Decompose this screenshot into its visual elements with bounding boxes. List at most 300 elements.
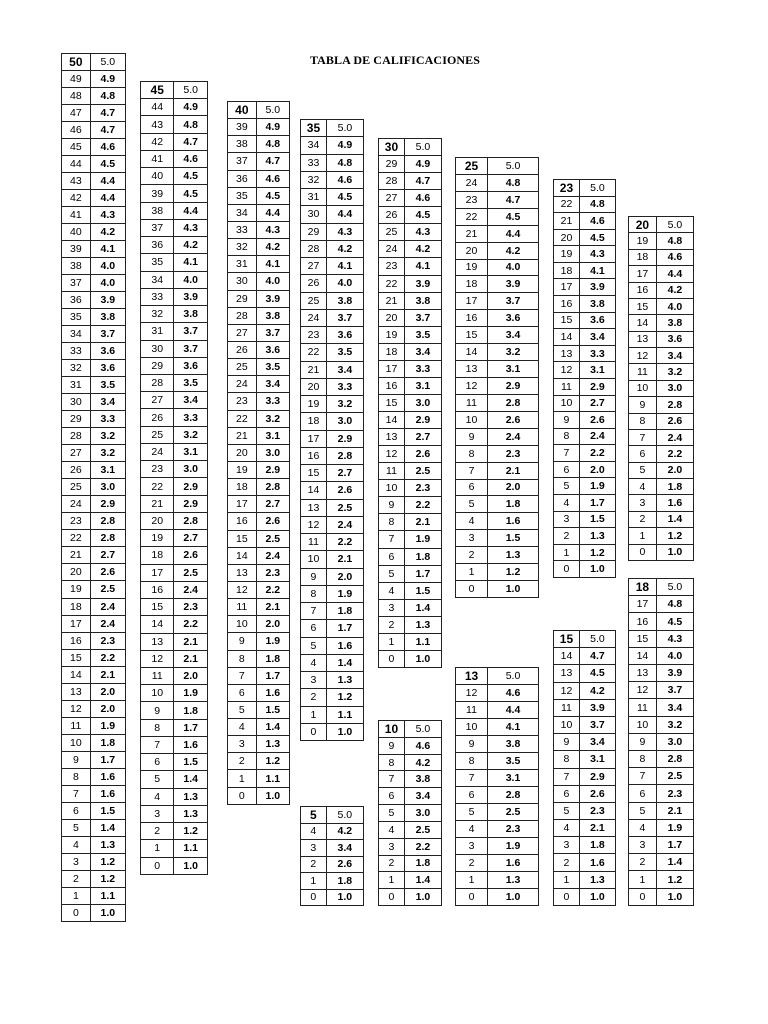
grade-row: [554, 312, 616, 329]
score-cell: 5: [228, 701, 257, 718]
grade-cell: 4.1: [404, 258, 441, 275]
grade-cell: 4.3: [256, 221, 289, 238]
score-cell: 4: [629, 479, 657, 495]
grade-cell: 1.3: [326, 672, 363, 689]
score-cell: 24: [141, 443, 174, 460]
grade-cell: 3.2: [656, 716, 693, 733]
score-cell: 36: [141, 237, 174, 254]
grade-cell: 2.3: [256, 564, 289, 581]
score-cell: 29: [141, 357, 174, 374]
grade-row: [629, 479, 694, 495]
grade-row: [228, 324, 290, 341]
score-cell: 22: [62, 530, 91, 547]
score-cell: 23: [228, 393, 257, 410]
grade-table-30: [378, 138, 442, 668]
grade-cell: 2.4: [326, 516, 363, 533]
score-cell: 23: [62, 513, 91, 530]
grade-row: [301, 637, 364, 654]
grade-cell: 1.5: [174, 754, 208, 771]
grade-row: [456, 225, 539, 242]
grade-cell: 4.6: [488, 685, 539, 702]
grade-cell: 1.8: [256, 650, 289, 667]
grade-cell: 1.2: [174, 823, 208, 840]
grade-row: [301, 723, 364, 740]
grade-row: [554, 296, 616, 313]
grade-row: [629, 298, 694, 314]
score-cell: 0: [456, 889, 488, 906]
score-cell: 35: [228, 187, 257, 204]
grade-cell: 1.0: [326, 723, 363, 740]
grade-cell: 1.6: [256, 684, 289, 701]
grade-row: [629, 233, 694, 249]
score-cell: 1: [456, 564, 488, 581]
grade-row: [301, 499, 364, 516]
grade-cell: 4.2: [404, 241, 441, 258]
score-cell: 16: [379, 377, 405, 394]
grade-cell: 3.8: [404, 771, 441, 788]
grade-cell: 3.9: [488, 276, 539, 293]
grade-row: [379, 394, 442, 411]
grade-row: [228, 564, 290, 581]
grade-cell: 4.4: [90, 173, 125, 190]
grade-cell: 2.2: [404, 497, 441, 514]
grade-cell: 3.6: [326, 327, 363, 344]
grade-row: [629, 682, 694, 699]
grade-row: [629, 446, 694, 462]
grade-cell: 3.2: [174, 426, 208, 443]
grade-row: [456, 293, 539, 310]
grade-cell: 2.6: [256, 513, 289, 530]
grade-row: [629, 716, 694, 733]
grade-row: [228, 547, 290, 564]
grade-row: [141, 564, 208, 581]
score-cell: 32: [62, 360, 91, 377]
grade-cell: 4.6: [404, 190, 441, 207]
score-cell: 9: [379, 737, 405, 754]
score-cell: 11: [629, 699, 657, 716]
grade-row: [228, 650, 290, 667]
score-cell: 13: [629, 665, 657, 682]
score-cell: 38: [62, 258, 91, 275]
score-cell: 4: [554, 494, 580, 511]
score-cell: 1: [554, 544, 580, 561]
score-cell: 2: [379, 855, 405, 872]
grade-row: [629, 854, 694, 871]
grade-cell: 4.8: [174, 116, 208, 133]
score-cell: 24: [456, 174, 488, 191]
grade-cell: 1.8: [656, 479, 693, 495]
grade-row: [379, 616, 442, 633]
grade-cell: 2.7: [90, 547, 125, 564]
score-cell: 18: [228, 479, 257, 496]
score-cell: 44: [62, 156, 91, 173]
score-cell: 9: [301, 568, 327, 585]
grade-row: [629, 785, 694, 802]
grade-cell: 1.3: [90, 836, 125, 853]
grade-row: [554, 262, 616, 279]
grade-cell: 3.2: [488, 344, 539, 361]
score-cell: 10: [379, 480, 405, 497]
grade-row: [456, 564, 539, 581]
grade-row: [629, 249, 694, 265]
grade-cell: 1.2: [579, 544, 615, 561]
grade-cell: 3.6: [90, 343, 125, 360]
grade-cell: 1.4: [656, 511, 693, 527]
score-cell: 20: [141, 512, 174, 529]
score-cell: 14: [228, 547, 257, 564]
grade-cell: 2.6: [579, 412, 615, 429]
score-cell: 21: [228, 427, 257, 444]
grade-cell: 2.8: [326, 447, 363, 464]
grade-row: [629, 579, 694, 596]
grade-row: [62, 853, 126, 870]
grade-cell: 2.0: [174, 667, 208, 684]
grade-cell: 3.6: [256, 341, 289, 358]
score-cell: 15: [228, 530, 257, 547]
score-cell: 48: [62, 88, 91, 105]
score-cell: 17: [301, 430, 327, 447]
score-cell: 11: [456, 394, 488, 411]
grade-cell: 2.1: [488, 462, 539, 479]
grade-row: [228, 410, 290, 427]
score-cell: 14: [456, 344, 488, 361]
grade-cell: 3.1: [488, 770, 539, 787]
grade-cell: 1.6: [488, 513, 539, 530]
grade-cell: 3.0: [656, 733, 693, 750]
grade-row: [301, 620, 364, 637]
grade-cell: 4.4: [326, 206, 363, 223]
grade-row: [456, 838, 539, 855]
grade-row: [301, 706, 364, 723]
grade-cell: 1.5: [90, 802, 125, 819]
grade-cell: 3.3: [174, 409, 208, 426]
grade-row: [554, 871, 616, 888]
grade-row: [379, 207, 442, 224]
grade-row: [228, 359, 290, 376]
grade-cell: 2.9: [579, 768, 615, 785]
grade-row: [141, 168, 208, 185]
grade-cell: 2.0: [256, 616, 289, 633]
grade-cell: 3.5: [326, 344, 363, 361]
score-cell: 42: [62, 190, 91, 207]
score-cell: 30: [141, 340, 174, 357]
grade-row: [301, 672, 364, 689]
score-cell: 4: [228, 719, 257, 736]
grade-row: [301, 603, 364, 620]
grade-row: [456, 804, 539, 821]
grade-row: [629, 888, 694, 905]
grade-cell: 2.8: [488, 787, 539, 804]
grade-cell: 4.0: [256, 273, 289, 290]
score-cell: 25: [141, 426, 174, 443]
grade-row: [301, 482, 364, 499]
grade-cell: 3.5: [174, 374, 208, 391]
grade-row: [456, 702, 539, 719]
grade-row: [456, 547, 539, 564]
score-cell: 25: [301, 292, 327, 309]
grade-cell: 2.9: [174, 478, 208, 495]
score-cell: 1: [456, 872, 488, 889]
grade-cell: 4.9: [326, 137, 363, 154]
score-cell: 2: [301, 689, 327, 706]
grade-cell: 3.2: [90, 445, 125, 462]
grade-row: [141, 616, 208, 633]
grade-row: [629, 802, 694, 819]
grade-row: [456, 445, 539, 462]
grade-cell: 1.2: [656, 871, 693, 888]
score-cell: 6: [62, 802, 91, 819]
grade-cell: 2.8: [656, 751, 693, 768]
grade-row: [228, 187, 290, 204]
grade-row: [62, 343, 126, 360]
grade-cell: 5.0: [256, 102, 289, 119]
grade-row: [228, 153, 290, 170]
grade-row: [456, 344, 539, 361]
grade-cell: 2.6: [326, 482, 363, 499]
score-cell: 24: [228, 376, 257, 393]
grade-cell: 4.4: [656, 266, 693, 282]
score-cell: 29: [228, 290, 257, 307]
score-cell: 39: [228, 119, 257, 136]
score-cell: 8: [554, 428, 580, 445]
score-cell: 17: [629, 596, 657, 613]
score-cell: 17: [62, 615, 91, 632]
grade-row: [554, 229, 616, 246]
grade-row: [379, 190, 442, 207]
grade-cell: 1.6: [656, 495, 693, 511]
score-cell: 14: [629, 315, 657, 331]
grade-row: [554, 528, 616, 545]
grade-cell: 4.6: [90, 139, 125, 156]
score-cell: 40: [228, 102, 257, 119]
score-cell: 2: [379, 616, 405, 633]
score-cell: 2: [228, 753, 257, 770]
score-cell: 2: [629, 854, 657, 871]
score-cell: 4: [141, 788, 174, 805]
grade-row: [301, 516, 364, 533]
score-cell: 5: [629, 802, 657, 819]
grade-row: [62, 445, 126, 462]
grade-cell: 1.6: [90, 785, 125, 802]
score-cell: 21: [141, 495, 174, 512]
grade-row: [62, 598, 126, 615]
score-cell: 5: [379, 565, 405, 582]
score-cell: 30: [62, 394, 91, 411]
score-cell: 26: [141, 409, 174, 426]
grade-cell: 4.4: [488, 702, 539, 719]
score-cell: 0: [456, 581, 488, 598]
grade-row: [228, 701, 290, 718]
grade-row: [141, 150, 208, 167]
grade-cell: 3.1: [579, 362, 615, 379]
score-cell: 14: [379, 412, 405, 429]
score-cell: 5: [456, 804, 488, 821]
grade-row: [301, 258, 364, 275]
grade-cell: 5.0: [656, 217, 693, 233]
grade-row: [141, 323, 208, 340]
grade-cell: 4.0: [174, 271, 208, 288]
grade-row: [141, 771, 208, 788]
grade-row: [379, 309, 442, 326]
grade-row: [141, 530, 208, 547]
grade-row: [141, 581, 208, 598]
grade-row: [141, 547, 208, 564]
grade-cell: 2.3: [488, 821, 539, 838]
grade-cell: 2.9: [488, 377, 539, 394]
grade-cell: 2.6: [404, 446, 441, 463]
score-cell: 3: [301, 840, 327, 857]
grade-row: [141, 340, 208, 357]
score-cell: 15: [62, 649, 91, 666]
grade-row: [554, 279, 616, 296]
score-cell: 9: [62, 751, 91, 768]
score-cell: 34: [62, 326, 91, 343]
grade-cell: 2.3: [404, 480, 441, 497]
grade-row: [456, 377, 539, 394]
grade-row: [456, 872, 539, 889]
grade-cell: 2.1: [326, 551, 363, 568]
grade-row: [554, 665, 616, 682]
score-cell: 45: [141, 82, 174, 99]
grade-row: [62, 785, 126, 802]
score-cell: 8: [62, 768, 91, 785]
grade-table-45: [140, 81, 208, 875]
grade-row: [629, 511, 694, 527]
grade-cell: 3.4: [326, 840, 363, 857]
grade-row: [141, 271, 208, 288]
grade-row: [554, 445, 616, 462]
score-cell: 31: [301, 189, 327, 206]
score-cell: 22: [301, 344, 327, 361]
score-cell: 6: [456, 479, 488, 496]
grade-cell: 4.1: [326, 258, 363, 275]
grade-cell: 2.1: [656, 802, 693, 819]
score-cell: 4: [301, 654, 327, 671]
grade-row: [228, 444, 290, 461]
score-cell: 15: [456, 327, 488, 344]
score-cell: 20: [228, 444, 257, 461]
grade-row: [629, 429, 694, 445]
grade-row: [228, 136, 290, 153]
score-cell: 3: [629, 495, 657, 511]
score-cell: 6: [379, 548, 405, 565]
grade-cell: 4.1: [256, 256, 289, 273]
score-cell: 30: [301, 206, 327, 223]
score-cell: 6: [456, 787, 488, 804]
grade-row: [301, 840, 364, 857]
score-cell: 12: [62, 700, 91, 717]
score-cell: 1: [141, 840, 174, 857]
grade-cell: 3.3: [326, 378, 363, 395]
grade-cell: 1.5: [488, 530, 539, 547]
grade-cell: 1.2: [488, 564, 539, 581]
score-cell: 15: [554, 631, 580, 648]
grade-row: [629, 613, 694, 630]
score-cell: 12: [456, 377, 488, 394]
score-cell: 17: [629, 266, 657, 282]
score-cell: 25: [228, 359, 257, 376]
grade-row: [554, 461, 616, 478]
grade-cell: 5.0: [579, 631, 615, 648]
grade-cell: 2.0: [656, 462, 693, 478]
grade-cell: 5.0: [488, 158, 539, 175]
score-cell: 39: [141, 185, 174, 202]
grade-cell: 4.8: [326, 154, 363, 171]
grade-cell: 2.1: [256, 599, 289, 616]
grade-row: [301, 189, 364, 206]
grade-cell: 2.4: [90, 615, 125, 632]
grade-row: [554, 888, 616, 905]
score-cell: 5: [379, 805, 405, 822]
score-cell: 20: [629, 217, 657, 233]
grade-cell: 3.4: [488, 327, 539, 344]
grade-cell: 3.8: [404, 292, 441, 309]
grade-row: [141, 754, 208, 771]
grade-row: [629, 837, 694, 854]
grade-cell: 4.9: [90, 71, 125, 88]
grade-row: [456, 496, 539, 513]
grade-row: [379, 531, 442, 548]
grade-cell: 3.1: [579, 751, 615, 768]
grade-cell: 1.3: [488, 872, 539, 889]
grade-cell: 4.5: [90, 156, 125, 173]
score-cell: 13: [228, 564, 257, 581]
score-cell: 3: [629, 837, 657, 854]
grade-cell: 1.9: [326, 585, 363, 602]
grade-row: [379, 412, 442, 429]
grade-cell: 1.3: [174, 805, 208, 822]
score-cell: 18: [629, 579, 657, 596]
score-cell: 10: [379, 721, 405, 738]
score-cell: 46: [62, 122, 91, 139]
score-cell: 9: [554, 734, 580, 751]
grade-row: [301, 344, 364, 361]
score-cell: 30: [228, 273, 257, 290]
grade-row: [141, 82, 208, 99]
grade-row: [379, 721, 442, 738]
score-cell: 2: [301, 856, 327, 873]
grade-row: [456, 787, 539, 804]
grade-cell: 3.8: [579, 296, 615, 313]
grade-cell: 4.5: [579, 665, 615, 682]
grade-row: [228, 221, 290, 238]
grade-cell: 3.8: [488, 736, 539, 753]
grade-row: [141, 99, 208, 116]
grade-cell: 3.4: [90, 394, 125, 411]
grade-cell: 1.0: [579, 888, 615, 905]
grade-row: [629, 733, 694, 750]
grade-cell: 3.4: [174, 392, 208, 409]
grade-cell: 3.6: [579, 312, 615, 329]
grade-cell: 2.7: [256, 496, 289, 513]
grade-cell: 5.0: [579, 180, 615, 197]
grade-cell: 4.7: [404, 173, 441, 190]
grade-cell: 1.9: [579, 478, 615, 495]
grade-cell: 4.3: [656, 630, 693, 647]
score-cell: 3: [554, 511, 580, 528]
grade-cell: 4.6: [174, 150, 208, 167]
grade-row: [629, 751, 694, 768]
grade-row: [228, 102, 290, 119]
grade-cell: 1.1: [256, 770, 289, 787]
grade-table-50: [61, 53, 126, 922]
score-cell: 21: [554, 213, 580, 230]
grade-row: [301, 378, 364, 395]
grade-row: [62, 632, 126, 649]
score-cell: 5: [301, 807, 327, 824]
grade-row: [62, 870, 126, 887]
score-cell: 10: [456, 719, 488, 736]
